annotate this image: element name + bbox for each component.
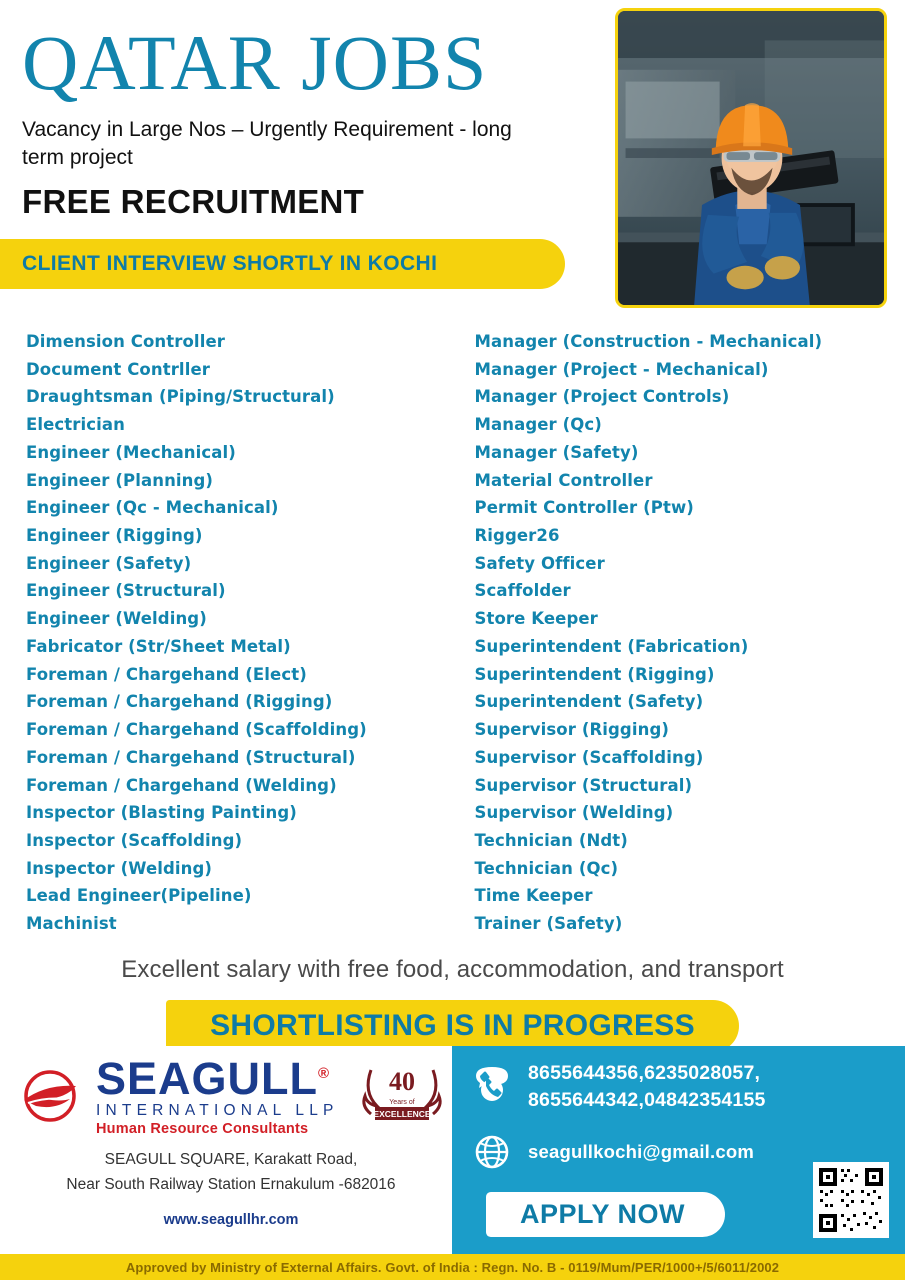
- job-column-right: [463, 328, 882, 938]
- list-item: Superintendent (Safety): [474, 692, 704, 712]
- anniversary-badge: [357, 1060, 447, 1132]
- list-item: Permit Controller (Ptw): [474, 498, 694, 518]
- list-item: Engineer (Qc - Mechanical): [26, 498, 279, 518]
- company-address: [16, 1148, 446, 1198]
- list-item: Trainer (Safety): [474, 914, 623, 934]
- job-lists: [0, 310, 905, 938]
- list-item: Fabricator (Str/Sheet Metal): [26, 636, 291, 656]
- address-line-2: Near South Railway Station Ernakulum -682016: [66, 1175, 396, 1193]
- footer-company-block: [0, 1046, 452, 1254]
- list-item: Manager (Qc): [474, 415, 602, 435]
- list-item: Manager (Project - Mechanical): [474, 359, 769, 379]
- address-line-1: SEAGULL SQUARE, Karakatt Road,: [104, 1151, 358, 1168]
- list-item: Superintendent (Rigging): [474, 664, 715, 684]
- list-item: Inspector (Scaffolding): [26, 830, 243, 850]
- list-item: Engineer (Safety): [26, 553, 192, 573]
- list-item: Supervisor (Structural): [474, 775, 693, 795]
- free-recruitment-label: FREE RECRUITMENT: [22, 182, 365, 220]
- list-item: Technician (Ndt): [474, 830, 628, 850]
- list-item: Foreman / Chargehand (Elect): [26, 664, 307, 684]
- list-item: Superintendent (Fabrication): [474, 636, 749, 656]
- seagull-wordmark: [96, 1053, 339, 1137]
- list-item: Scaffolder: [474, 581, 571, 601]
- footer: [0, 1046, 905, 1254]
- list-item: Material Controller: [474, 470, 653, 490]
- list-item: Dimension Controller: [26, 332, 225, 351]
- list-item: Engineer (Welding): [26, 609, 207, 629]
- globe-icon: [470, 1130, 514, 1174]
- list-item: Document Contrller: [26, 359, 210, 379]
- list-item: Draughtsman (Piping/Structural): [26, 387, 335, 407]
- list-item: Manager (Project Controls): [474, 387, 730, 407]
- job-list-left: [26, 328, 445, 938]
- email-address[interactable]: seagullkochi@gmail.com: [528, 1140, 755, 1162]
- list-item: Foreman / Chargehand (Structural): [26, 747, 356, 767]
- list-item: Rigger26: [474, 526, 560, 546]
- footer-contact-block: [452, 1046, 905, 1254]
- list-item: Time Keeper: [474, 886, 593, 906]
- company-website[interactable]: www.seagullhr.com: [163, 1211, 299, 1228]
- worker-photo: [615, 8, 887, 308]
- badge-number-text: 40: [388, 1067, 415, 1096]
- list-item: Technician (Qc): [474, 858, 619, 878]
- list-item: Inspector (Blasting Painting): [26, 803, 297, 823]
- list-item: Engineer (Planning): [26, 470, 214, 490]
- list-item: Engineer (Structural): [26, 581, 226, 601]
- worker-photo-illustration: [618, 11, 884, 305]
- list-item: Supervisor (Rigging): [474, 720, 669, 740]
- list-item: Supervisor (Welding): [474, 803, 674, 823]
- list-item: Foreman / Chargehand (Scaffolding): [26, 720, 367, 740]
- qr-code[interactable]: [813, 1162, 889, 1238]
- shortlisting-banner: SHORTLISTING IS IN PROGRESS: [166, 1000, 739, 1052]
- list-item: Store Keeper: [474, 609, 598, 629]
- company-subtitle: INTERNATIONAL LLP: [96, 1102, 339, 1119]
- svg-text:Years of: Years of: [388, 1099, 415, 1106]
- header-subtitle: Vacancy in Large Nos – Urgently Requirement - long term project: [22, 118, 512, 170]
- svg-text:EXCELLENCE: EXCELLENCE: [373, 1109, 431, 1119]
- list-item: Foreman / Chargehand (Rigging): [26, 692, 333, 712]
- list-item: Safety Officer: [474, 553, 605, 573]
- apply-now-button[interactable]: APPLY NOW: [486, 1192, 725, 1237]
- list-item: Engineer (Rigging): [26, 526, 203, 546]
- registered-mark: ®: [318, 1065, 331, 1082]
- phone-row: [470, 1060, 905, 1114]
- job-column-left: [26, 328, 445, 938]
- job-list-right: [463, 328, 882, 938]
- approval-bar: [0, 1254, 905, 1280]
- approval-text: Approved by Ministry of External Affairs. Govt. of India : Regn. No. B - 0119/Mum/PER/1000+/5/6011/2002: [125, 1259, 780, 1275]
- list-item: Engineer (Mechanical): [26, 442, 236, 462]
- gull-icon: [16, 1070, 88, 1122]
- company-tagline: Human Resource Consultants: [96, 1120, 309, 1137]
- seagull-logo: [16, 1053, 339, 1137]
- company-name: SEAGULL: [96, 1053, 319, 1104]
- interview-banner: CLIENT INTERVIEW SHORTLY IN KOCHI: [0, 239, 565, 289]
- list-item: Machinist: [26, 914, 117, 934]
- phone-numbers[interactable]: 8655644356,6235028057, 8655644342,04842354155: [528, 1062, 766, 1111]
- list-item: Manager (Safety): [474, 442, 639, 462]
- list-item: Inspector (Welding): [26, 858, 213, 878]
- chat-phone-icon: [470, 1060, 514, 1104]
- list-item: Manager (Construction - Mechanical): [474, 332, 823, 351]
- list-item: Supervisor (Scaffolding): [474, 747, 704, 767]
- brand-row: [16, 1053, 452, 1137]
- list-item: Foreman / Chargehand (Welding): [26, 775, 337, 795]
- list-item: Electrician: [26, 415, 125, 435]
- salary-note: Excellent salary with free food, accommodation, and transport: [121, 955, 784, 983]
- list-item: Lead Engineer(Pipeline): [26, 886, 252, 906]
- page-title: QATAR JOBS: [22, 19, 488, 106]
- shortlisting-banner-wrap: [0, 1000, 905, 1052]
- header: [0, 0, 905, 310]
